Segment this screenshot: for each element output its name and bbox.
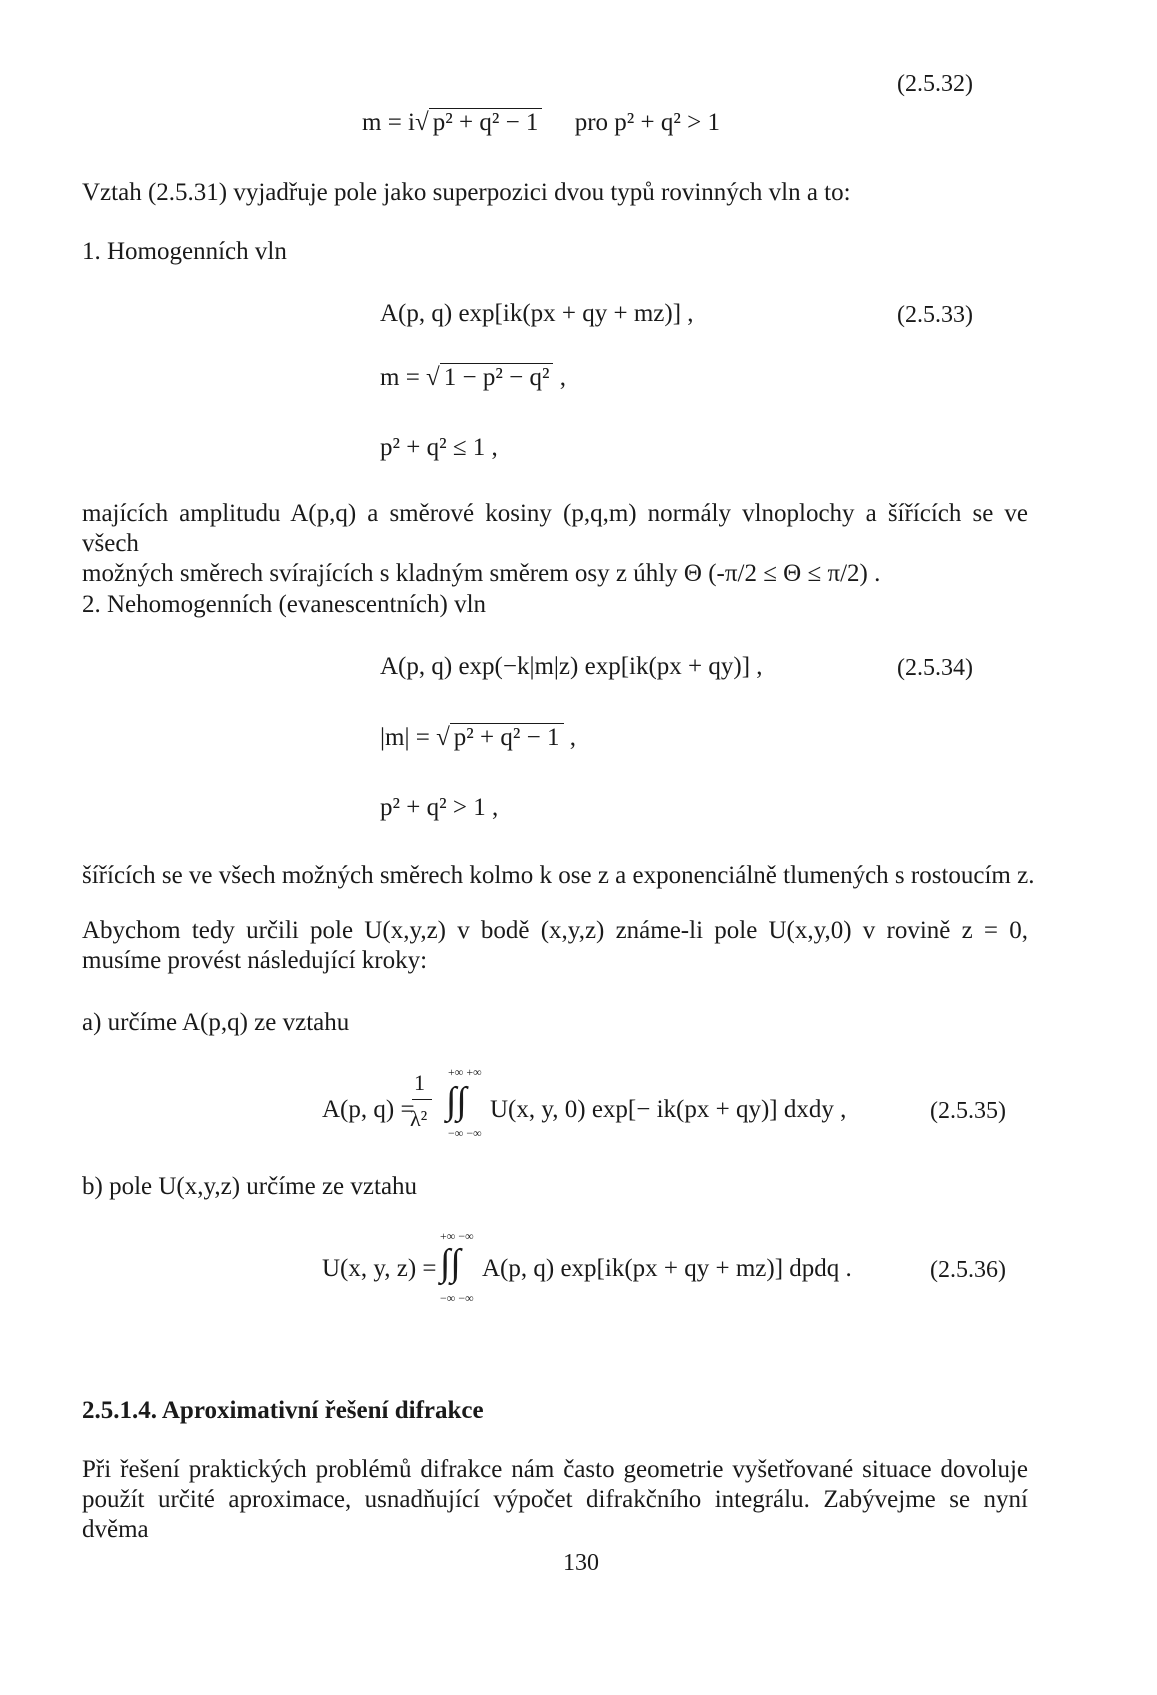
step-a-label: a) určíme A(p,q) ze vztahu <box>82 1009 350 1036</box>
eq-2-5-35-fraction-bar <box>412 1099 432 1100</box>
eq-2-5-35-lhs: A(p, q) = <box>322 1096 415 1123</box>
equation-2-5-32 <box>362 110 720 135</box>
intro-paragraph: Vztah (2.5.31) vyjadřuje pole jako superpozici dvou typů rovinných vln a to: <box>82 179 851 206</box>
equation-2-5-33-line-2 <box>380 365 566 390</box>
double-integral-sign: ∫∫ <box>440 1242 461 1284</box>
eq-2-5-32-radicand: p² + q² − 1 <box>429 108 543 136</box>
steps-intro-paragraph <box>82 916 1028 976</box>
double-integral-sign: ∫∫ <box>446 1080 467 1122</box>
equation-2-5-34-line-1: A(p, q) exp(−k|m|z) exp[ik(px + qy)] , <box>380 653 763 680</box>
item-1-description-line-1: majících amplitudu A(p,q) a směrové kosiny (p,q,m) normály vlnoplochy a šířících se ve všech <box>82 500 1028 557</box>
equation-2-5-33-line-1: A(p, q) exp[ik(px + qy + mz)] , <box>380 300 694 327</box>
eq-2-5-36-lhs: U(x, y, z) = <box>322 1255 437 1282</box>
section-heading: 2.5.1.4. Aproximativní řešení difrakce <box>82 1397 484 1424</box>
item-2-title: 2. Nehomogenních (evanescentních) vln <box>82 591 487 618</box>
closing-line-1: Při řešení praktických problémů difrakce nám často geometrie vyšetřované situace dovoluje <box>82 1456 1028 1483</box>
eq-2-5-36-integrand: A(p, q) exp[ik(px + qy + mz)] dpdq . <box>482 1255 852 1282</box>
sqrt-sign: √ <box>415 109 429 136</box>
eq-2-5-35-upper-limits: +∞ +∞ <box>448 1065 482 1079</box>
page-number: 130 <box>563 1550 599 1576</box>
eq-2-5-36-upper-limits: +∞ −∞ <box>440 1229 474 1243</box>
item-1-description <box>82 499 1028 589</box>
eq-2-5-33-comma: , <box>553 364 566 391</box>
closing-paragraph <box>82 1455 1028 1545</box>
eq-2-5-35-lower-limits: −∞ −∞ <box>448 1126 482 1140</box>
eq-2-5-34-abs-m: |m| = <box>380 724 437 751</box>
equation-number-2-5-33: (2.5.33) <box>897 302 973 328</box>
eq-2-5-34-comma: , <box>563 724 576 751</box>
item-1-title: 1. Homogenních vln <box>82 238 287 265</box>
eq-2-5-33-m: m = <box>380 364 427 391</box>
closing-line-2: použít určité aproximace, usnadňující výpočet difrakčního integrálu. Zabývejme se nyní dvěma <box>82 1486 1028 1543</box>
equation-2-5-34-line-3: p² + q² > 1 , <box>380 794 499 821</box>
item-2-description: šířících se ve všech možných směrech kolmo k ose z a exponenciálně tlumených s rostoucím z. <box>82 862 1035 889</box>
equation-number-2-5-32: (2.5.32) <box>897 71 973 97</box>
equation-2-5-33-line-3: p² + q² ≤ 1 , <box>380 434 498 461</box>
eq-2-5-32-lhs: m = i <box>362 109 415 136</box>
step-b-label: b) pole U(x,y,z) určíme ze vztahu <box>82 1173 418 1200</box>
equation-number-2-5-35: (2.5.35) <box>930 1098 1006 1124</box>
equation-number-2-5-34: (2.5.34) <box>897 655 973 681</box>
equation-2-5-34-line-2 <box>380 725 576 750</box>
eq-2-5-35-fraction-numerator: 1 <box>414 1070 425 1095</box>
equation-number-2-5-36: (2.5.36) <box>930 1257 1006 1283</box>
item-1-description-line-2: možných směrech svírajících s kladným směrem osy z úhly Θ (-π/2 ≤ Θ ≤ π/2) . <box>82 560 881 587</box>
eq-2-5-35-integrand: U(x, y, 0) exp[− ik(px + qy)] dxdy , <box>490 1096 847 1123</box>
eq-2-5-36-lower-limits: −∞ −∞ <box>440 1291 474 1305</box>
steps-intro-line-1: Abychom tedy určili pole U(x,y,z) v bodě (x,y,z) známe-li pole U(x,y,0) v rovině z = 0, <box>82 917 1028 944</box>
eq-2-5-34-radicand: p² + q² − 1 <box>450 723 564 751</box>
steps-intro-line-2: musíme provést následující kroky: <box>82 947 428 974</box>
sqrt-sign: √ <box>426 364 440 391</box>
sqrt-sign: √ <box>436 724 450 751</box>
eq-2-5-32-condition: pro p² + q² > 1 <box>574 109 720 136</box>
eq-2-5-35-fraction-denominator: λ² <box>410 1106 428 1131</box>
eq-2-5-33-radicand: 1 − p² − q² <box>440 363 554 391</box>
